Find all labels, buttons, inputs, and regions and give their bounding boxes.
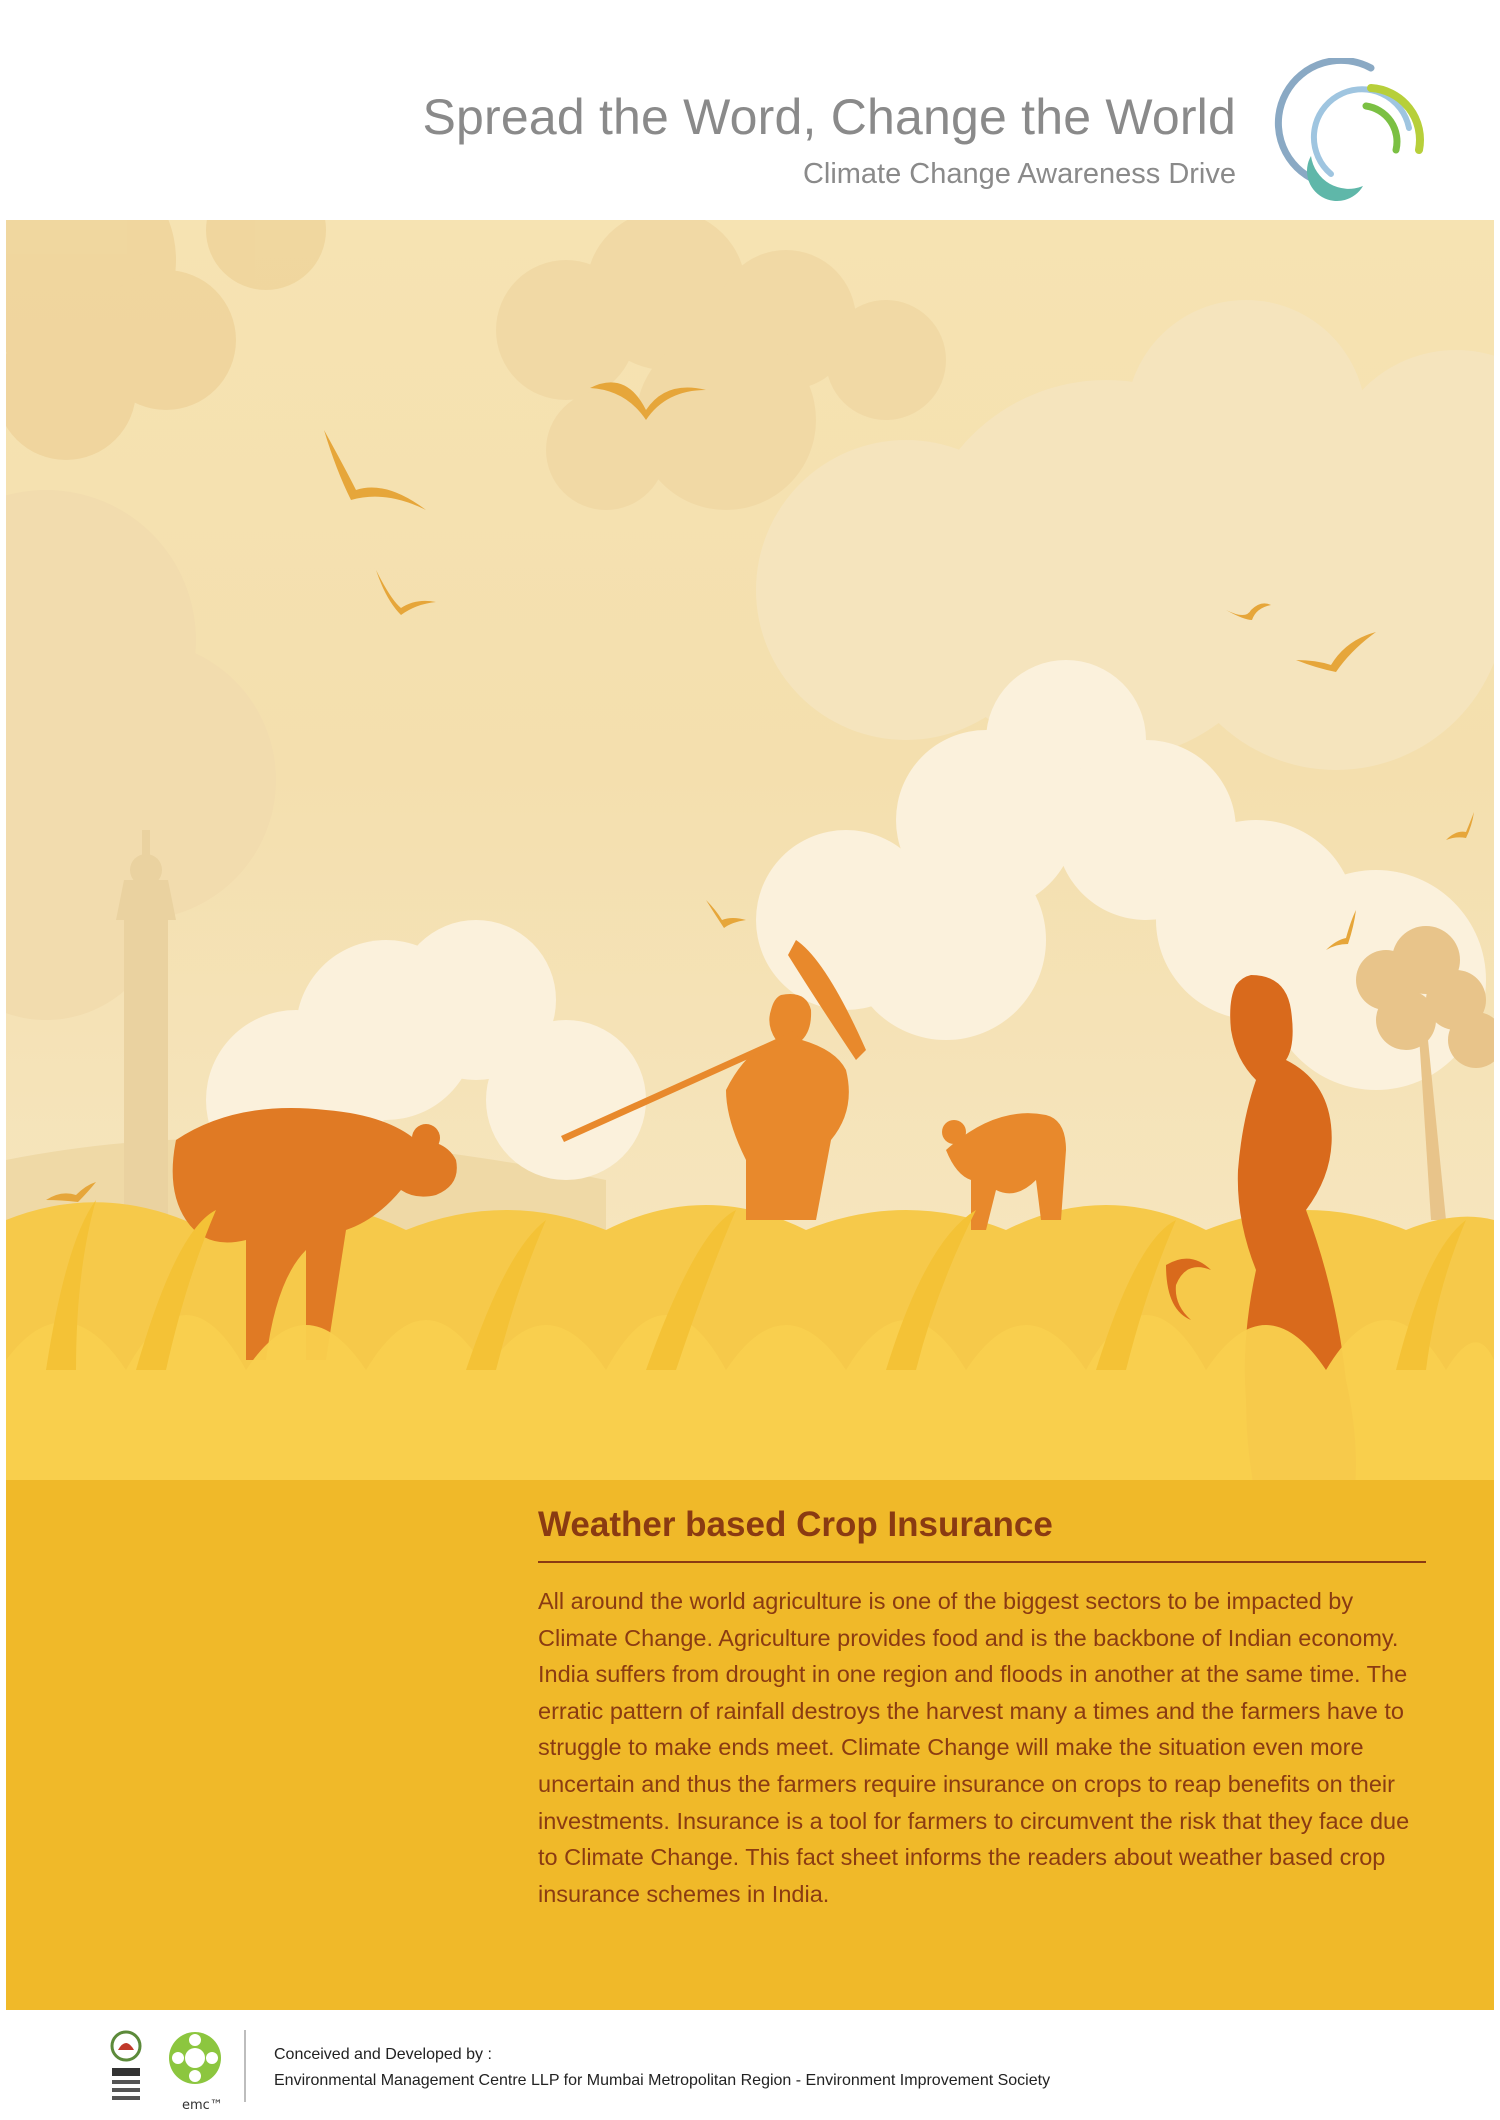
emc-logo-icon [166,2028,224,2106]
mmr-logo-icon [106,2028,146,2106]
emc-label: emc™ [182,2098,223,2113]
article-title [538,1505,1426,1563]
page-title: Spread the Word, Change the World [422,89,1236,145]
credit-label: Conceived and Developed by : [274,2046,492,2063]
campaign-logo-icon [1271,58,1436,203]
article-body: All around the world agriculture is one of the biggest sectors to be impacted by Climate Change. Agriculture provides food and is the backbone of Indian economy. India suffers from drought in one region and floods in another at the same time. The erratic pattern of rainfall destroys the harvest many a times and the farmers have to struggle to make ends meet. Climate Change will make the situation even more uncertain and thus the farmers require insurance on crops to reap benefits on their investments. Insurance is a tool for farmers to circumvent the risk that they face due to Climate Change. This fact sheet informs the readers about weather based crop insurance schemes in India. [538,1588,1410,1907]
article-title-emphasis: Crop Insurance [796,1505,1053,1544]
illustration-area [6,220,1494,2010]
page-subtitle: Climate Change Awareness Drive [802,158,1236,190]
footer [6,2010,1494,2112]
footer-divider [244,2030,246,2102]
article-title-prefix: Weather based [538,1505,797,1544]
article [538,1505,1426,1912]
header [6,6,1494,220]
credit-organization: Environmental Management Centre LLP for Mumbai Metropolitan Region - Environment Improvement Society [274,2072,1051,2089]
